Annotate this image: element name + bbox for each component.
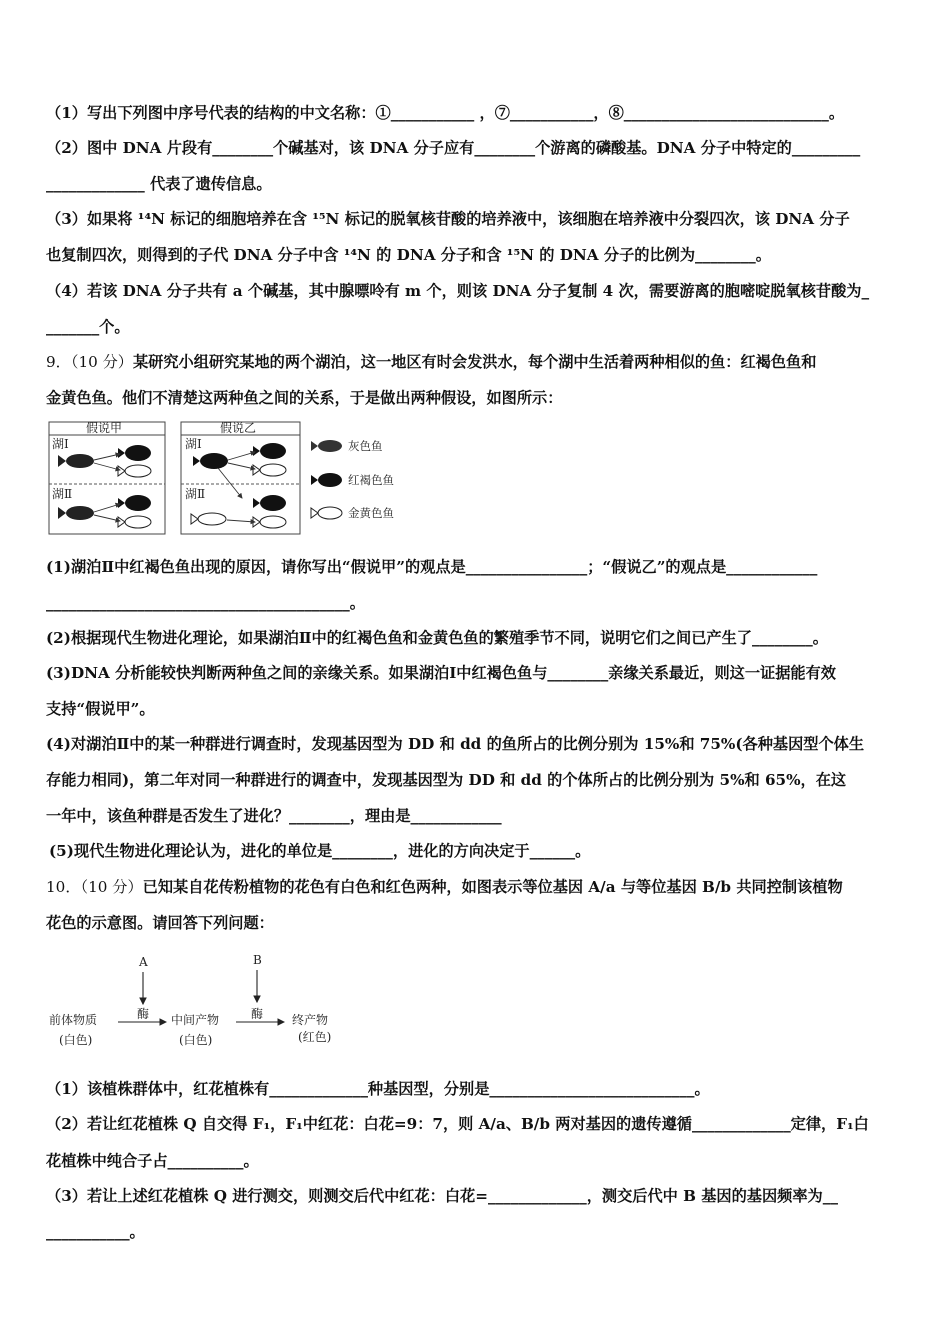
- q9-number: 9．（10 分）: [46, 353, 133, 371]
- q9-sub2: (2)根据现代生物进化理论，如果湖泊Ⅱ中的红褐色鱼和金黄色鱼的繁殖季节不同，说明它们之间已产生了________。: [46, 629, 828, 647]
- hypothesis-b-title: 假说乙: [220, 421, 257, 435]
- precursor-color: (白色): [59, 1033, 93, 1047]
- hypothesis-a-lake2-label: 湖Ⅱ: [52, 487, 73, 501]
- q8-part4-line1: （4）若该 DNA 分子共有 a 个碱基，其中腺嘌呤有 m 个，则该 DNA 分子复制 4 次，需要游离的胞嘧啶脱氧核苷酸为_: [46, 282, 870, 300]
- final-product-color: (红色): [298, 1030, 332, 1044]
- golden-fish-icon: [253, 516, 286, 528]
- precursor-label: 前体物质: [49, 1013, 98, 1027]
- q9-sub1-line1: (1)湖泊Ⅱ中红褐色鱼出现的原因，请你写出“假说甲”的观点是________________；“假说乙”的观点是____________: [46, 558, 818, 576]
- q10-pathway-figure: [46, 948, 356, 1056]
- golden-fish-icon: [191, 513, 226, 525]
- intermediate-color: (白色): [179, 1033, 213, 1047]
- legend-grey-fish: [311, 439, 383, 453]
- q9-intro-line2: 金黄色鱼。他们不清楚这两种鱼之间的关系，于是做出两种假设，如图所示：: [46, 389, 563, 407]
- red-brown-fish-icon: [193, 453, 228, 469]
- legend-red-brown-fish: [311, 473, 394, 487]
- red-brown-fish-icon: [118, 445, 151, 461]
- gene-a-label: A: [139, 955, 148, 969]
- enzyme-b-label: 酶: [251, 1007, 264, 1021]
- q9-sub4-line3: 一年中，该鱼种群是否发生了进化？________，理由是____________: [46, 807, 502, 825]
- golden-fish-icon: [253, 464, 286, 476]
- intermediate-label: 中间产物: [171, 1013, 220, 1027]
- red-brown-fish-icon: [253, 443, 286, 459]
- hypothesis-a-title: 假说甲: [86, 421, 123, 435]
- legend-grey-label: 灰色鱼: [348, 439, 383, 453]
- q8-part1: （1）写出下列图中序号代表的结构的中文名称：①___________ ，⑦___________，⑧___________________________。: [46, 104, 845, 122]
- q8-part4-line2: _______个。: [46, 318, 130, 336]
- q9-hypothesis-figure: [46, 418, 416, 538]
- q9-intro-text: 某研究小组研究某地的两个湖泊，这一地区有时会发洪水，每个湖中生活着两种相似的鱼：红褐色鱼和: [132, 353, 817, 371]
- q8-part2-line1: （2）图中 DNA 片段有________个碱基对，该 DNA 分子应有________个游离的磷酸基。DNA 分子中特定的_________: [46, 139, 861, 157]
- q10-part2-line1: （2）若让红花植株 Q 自交得 F₁，F₁中红花：白花=9：7，则 A/a、B/b 两对基因的遗传遵循_____________定律，F₁白: [46, 1115, 869, 1133]
- final-product-label: 终产物: [292, 1013, 329, 1027]
- legend-golden-fish: [311, 506, 394, 520]
- q10-part3-line1: （3）若让上述红花植株 Q 进行测交，则测交后代中红花：白花=_____________，测交后代中 B 基因的基因频率为__: [46, 1187, 838, 1205]
- q9-sub5: (5)现代生物进化理论认为，进化的单位是________，进化的方向决定于______。: [49, 842, 591, 860]
- q9-intro-line1: [46, 351, 816, 373]
- q10-number: 10．（10 分）: [46, 878, 143, 896]
- golden-fish-icon: [118, 465, 151, 477]
- golden-fish-icon: [118, 516, 151, 528]
- q9-sub3-line1: (3)DNA 分析能较快判断两种鱼之间的亲缘关系。如果湖泊Ⅰ中红褐色鱼与________亲缘关系最近，则这一证据能有效: [46, 664, 836, 682]
- q10-part3-line2: ___________。: [46, 1223, 145, 1241]
- red-brown-fish-icon: [253, 495, 286, 511]
- hypothesis-b-lake2-label: 湖Ⅱ: [185, 487, 206, 501]
- q8-part3-line1: （3）如果将 ¹⁴N 标记的细胞培养在含 ¹⁵N 标记的脱氧核苷酸的培养液中，该细胞在培养液中分裂四次，该 DNA 分子: [46, 210, 850, 228]
- legend-golden-label: 金黄色鱼: [348, 506, 394, 520]
- q10-intro-line2: 花色的示意图。请回答下列问题：: [46, 914, 274, 932]
- grey-fish-icon: [58, 454, 94, 468]
- q9-sub3-line2: 支持“假说甲”。: [46, 700, 155, 718]
- q8-part3-line2: 也复制四次，则得到的子代 DNA 分子中含 ¹⁴N 的 DNA 分子和含 ¹⁵N 的 DNA 分子的比例为________。: [46, 246, 771, 264]
- gene-b-label: B: [253, 953, 262, 967]
- q9-sub4-line2: 存能力相同)，第二年对同一种群进行的调查中，发现基因型为 DD 和 dd 的个体所占的比例分别为 5%和 65%，在这: [46, 771, 847, 789]
- enzyme-a-label: 酶: [137, 1007, 150, 1021]
- q10-part1: （1）该植株群体中，红花植株有_____________种基因型，分别是___________________________。: [46, 1080, 710, 1098]
- q9-sub4-line1: (4)对湖泊Ⅱ中的某一种群进行调查时，发现基因型为 DD 和 dd 的鱼所占的比例分别为 15%和 75%(各种基因型个体生: [46, 735, 865, 753]
- hypothesis-b-lake1-label: 湖Ⅰ: [185, 437, 202, 451]
- q9-sub1-line2: ________________________________________。: [46, 594, 365, 612]
- q10-intro-line1: [46, 876, 843, 898]
- hypothesis-a-lake1-label: 湖Ⅰ: [52, 437, 69, 451]
- red-brown-fish-icon: [118, 495, 151, 511]
- q8-part2-line2: _____________ 代表了遗传信息。: [46, 175, 272, 193]
- q10-part2-line2: 花植株中纯合子占__________。: [46, 1152, 259, 1170]
- legend-red-brown-label: 红褐色鱼: [348, 473, 394, 487]
- q10-intro-text: 已知某自花传粉植物的花色有白色和红色两种，如图表示等位基因 A/a 与等位基因 B/b 共同控制该植物: [142, 878, 843, 896]
- grey-fish-icon: [58, 506, 94, 520]
